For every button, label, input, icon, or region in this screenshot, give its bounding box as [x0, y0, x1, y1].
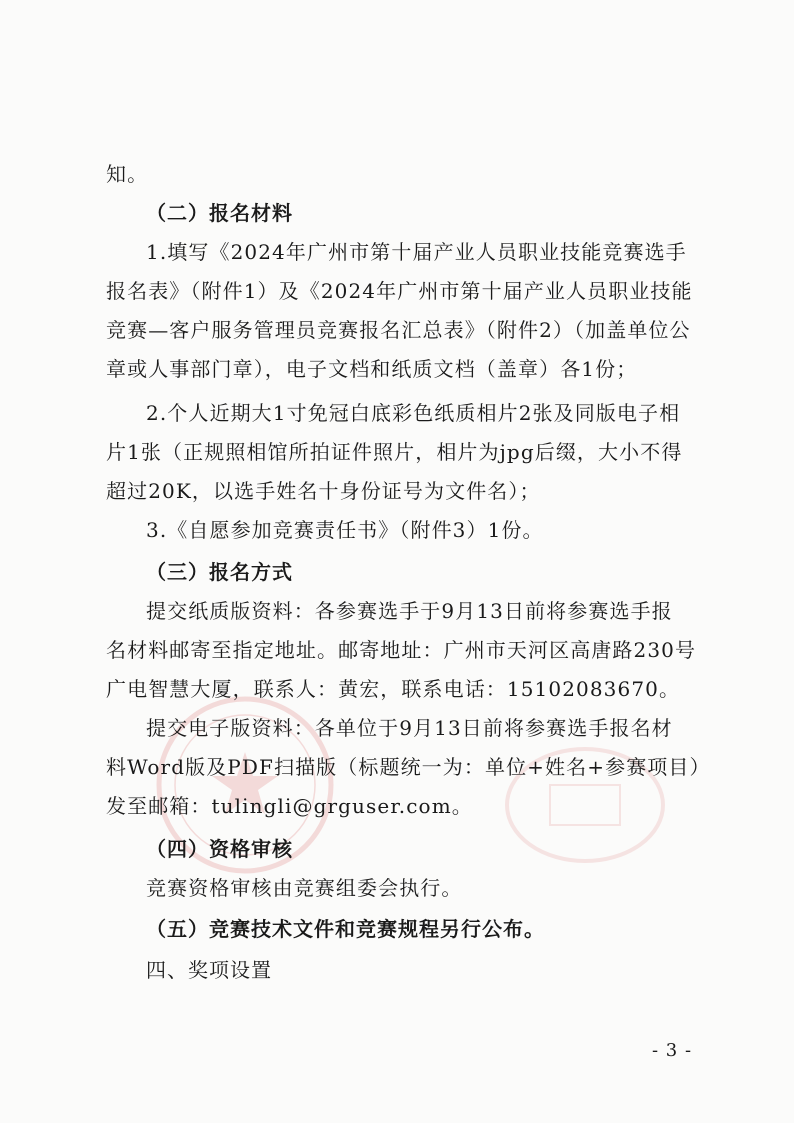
paragraph-line-16: 料Word版及PDF扫描版（标题统一为：单位+姓名+参赛项目） [106, 755, 711, 779]
paragraph-line-10: 3.《自愿参加竞赛责任书》（附件3）1份。 [146, 518, 544, 542]
section-heading-awards: 四、奖项设置 [146, 958, 272, 982]
paragraph-line-14: 广电智慧大厦，联系人：黄宏，联系电话：15102083670。 [106, 677, 681, 701]
paragraph-line-15: 提交电子版资料：各单位于9月13日前将参赛选手报名材 [146, 716, 673, 740]
section-heading-technical-documents: （五）竞赛技术文件和竞赛规程另行公布。 [146, 917, 545, 941]
paragraph-line-4: 报名表》（附件1）及《2024年广州市第十届产业人员职业技能 [106, 279, 693, 303]
paragraph-line-5: 竞赛—客户服务管理员竞赛报名汇总表》（附件2）（加盖单位公 [106, 318, 691, 342]
paragraph-line-9: 超过20K，以选手姓名十身份证号为文件名）； [106, 479, 541, 503]
paragraph-line-19: 竞赛资格审核由竞赛组委会执行。 [146, 876, 463, 900]
section-heading-registration-method: （三）报名方式 [146, 560, 293, 584]
section-heading-qualification-review: （四）资格审核 [146, 837, 293, 861]
paragraph-line-1: 知。 [106, 162, 149, 186]
paragraph-line-7: 2.个人近期大1寸免冠白底彩色纸质相片2张及同版电子相 [146, 401, 681, 425]
paragraph-line-13: 名材料邮寄至指定地址。邮寄地址：广州市天河区高唐路230号 [106, 638, 697, 662]
page-number: - 3 - [652, 1040, 693, 1061]
paragraph-line-12: 提交纸质版资料：各参赛选手于9月13日前将参赛选手报 [146, 599, 673, 623]
paragraph-line-3: 1.填写《2024年广州市第十届产业人员职业技能竞赛选手 [146, 240, 687, 264]
paragraph-line-8: 片1张（正规照相馆所拍证件照片，相片为jpg后缀，大小不得 [106, 440, 683, 464]
paragraph-line-6: 章或人事部门章），电子文档和纸质文档（盖章）各1份； [106, 357, 638, 381]
section-heading-registration-materials: （二）报名材料 [146, 201, 293, 225]
paragraph-line-17: 发至邮箱：tulingli@grguser.com。 [106, 794, 473, 818]
